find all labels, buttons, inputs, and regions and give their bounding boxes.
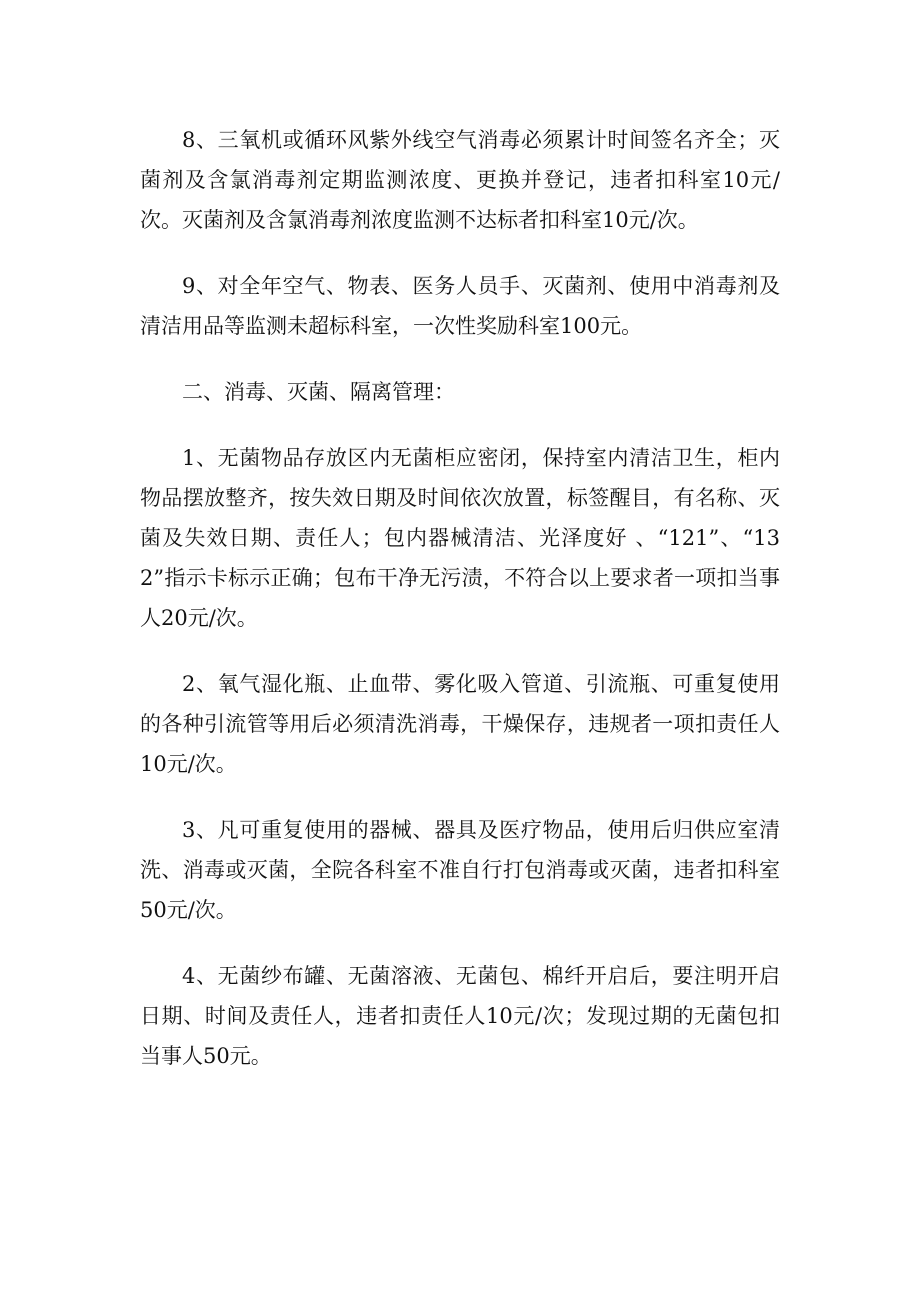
document-body — [140, 120, 780, 1102]
paragraph-item-2: 2、氧气湿化瓶、止血带、雾化吸入管道、引流瓶、可重复使用的各种引流管等用后必须清洗消毒，干燥保存，违规者一项扣责任人10元/次。 — [140, 672, 780, 776]
section-heading: 二、消毒、灭菌、隔离管理： — [182, 380, 455, 404]
paragraph-item-4: 4、无菌纱布罐、无菌溶液、无菌包、棉纤开启后，要注明开启日期、时间及责任人，违者扣责任人10元/次；发现过期的无菌包扣当事人50元。 — [140, 964, 780, 1068]
paragraph-item-9: 9、对全年空气、物表、医务人员手、灭菌剂、使用中消毒剂及清洁用品等监测未超标科室，一次性奖励科室100元。 — [140, 274, 780, 338]
paragraph-item-8: 8、三氧机或循环风紫外线空气消毒必须累计时间签名齐全；灭菌剂及含氯消毒剂定期监测浓度、更换并登记，违者扣科室10元/次。灭菌剂及含氯消毒剂浓度监测不达标者扣科室10元/次。 — [140, 128, 780, 232]
paragraph-item-3: 3、凡可重复使用的器械、器具及医疗物品，使用后归供应室清洗、消毒或灭菌，全院各科室不准自行打包消毒或灭菌，违者扣科室50元/次。 — [140, 818, 780, 922]
paragraph-item-1: 1、无菌物品存放区内无菌柜应密闭，保持室内清洁卫生，柜内物品摆放整齐，按失效日期及时间依次放置，标签醒目，有名称、灭菌及失效日期、责任人；包内器械清洁、光泽度好 、“121”、“132”指示卡标示正确；包布干净无污渍，不符合以上要求者一项扣当事人20元/次。 — [140, 446, 780, 630]
